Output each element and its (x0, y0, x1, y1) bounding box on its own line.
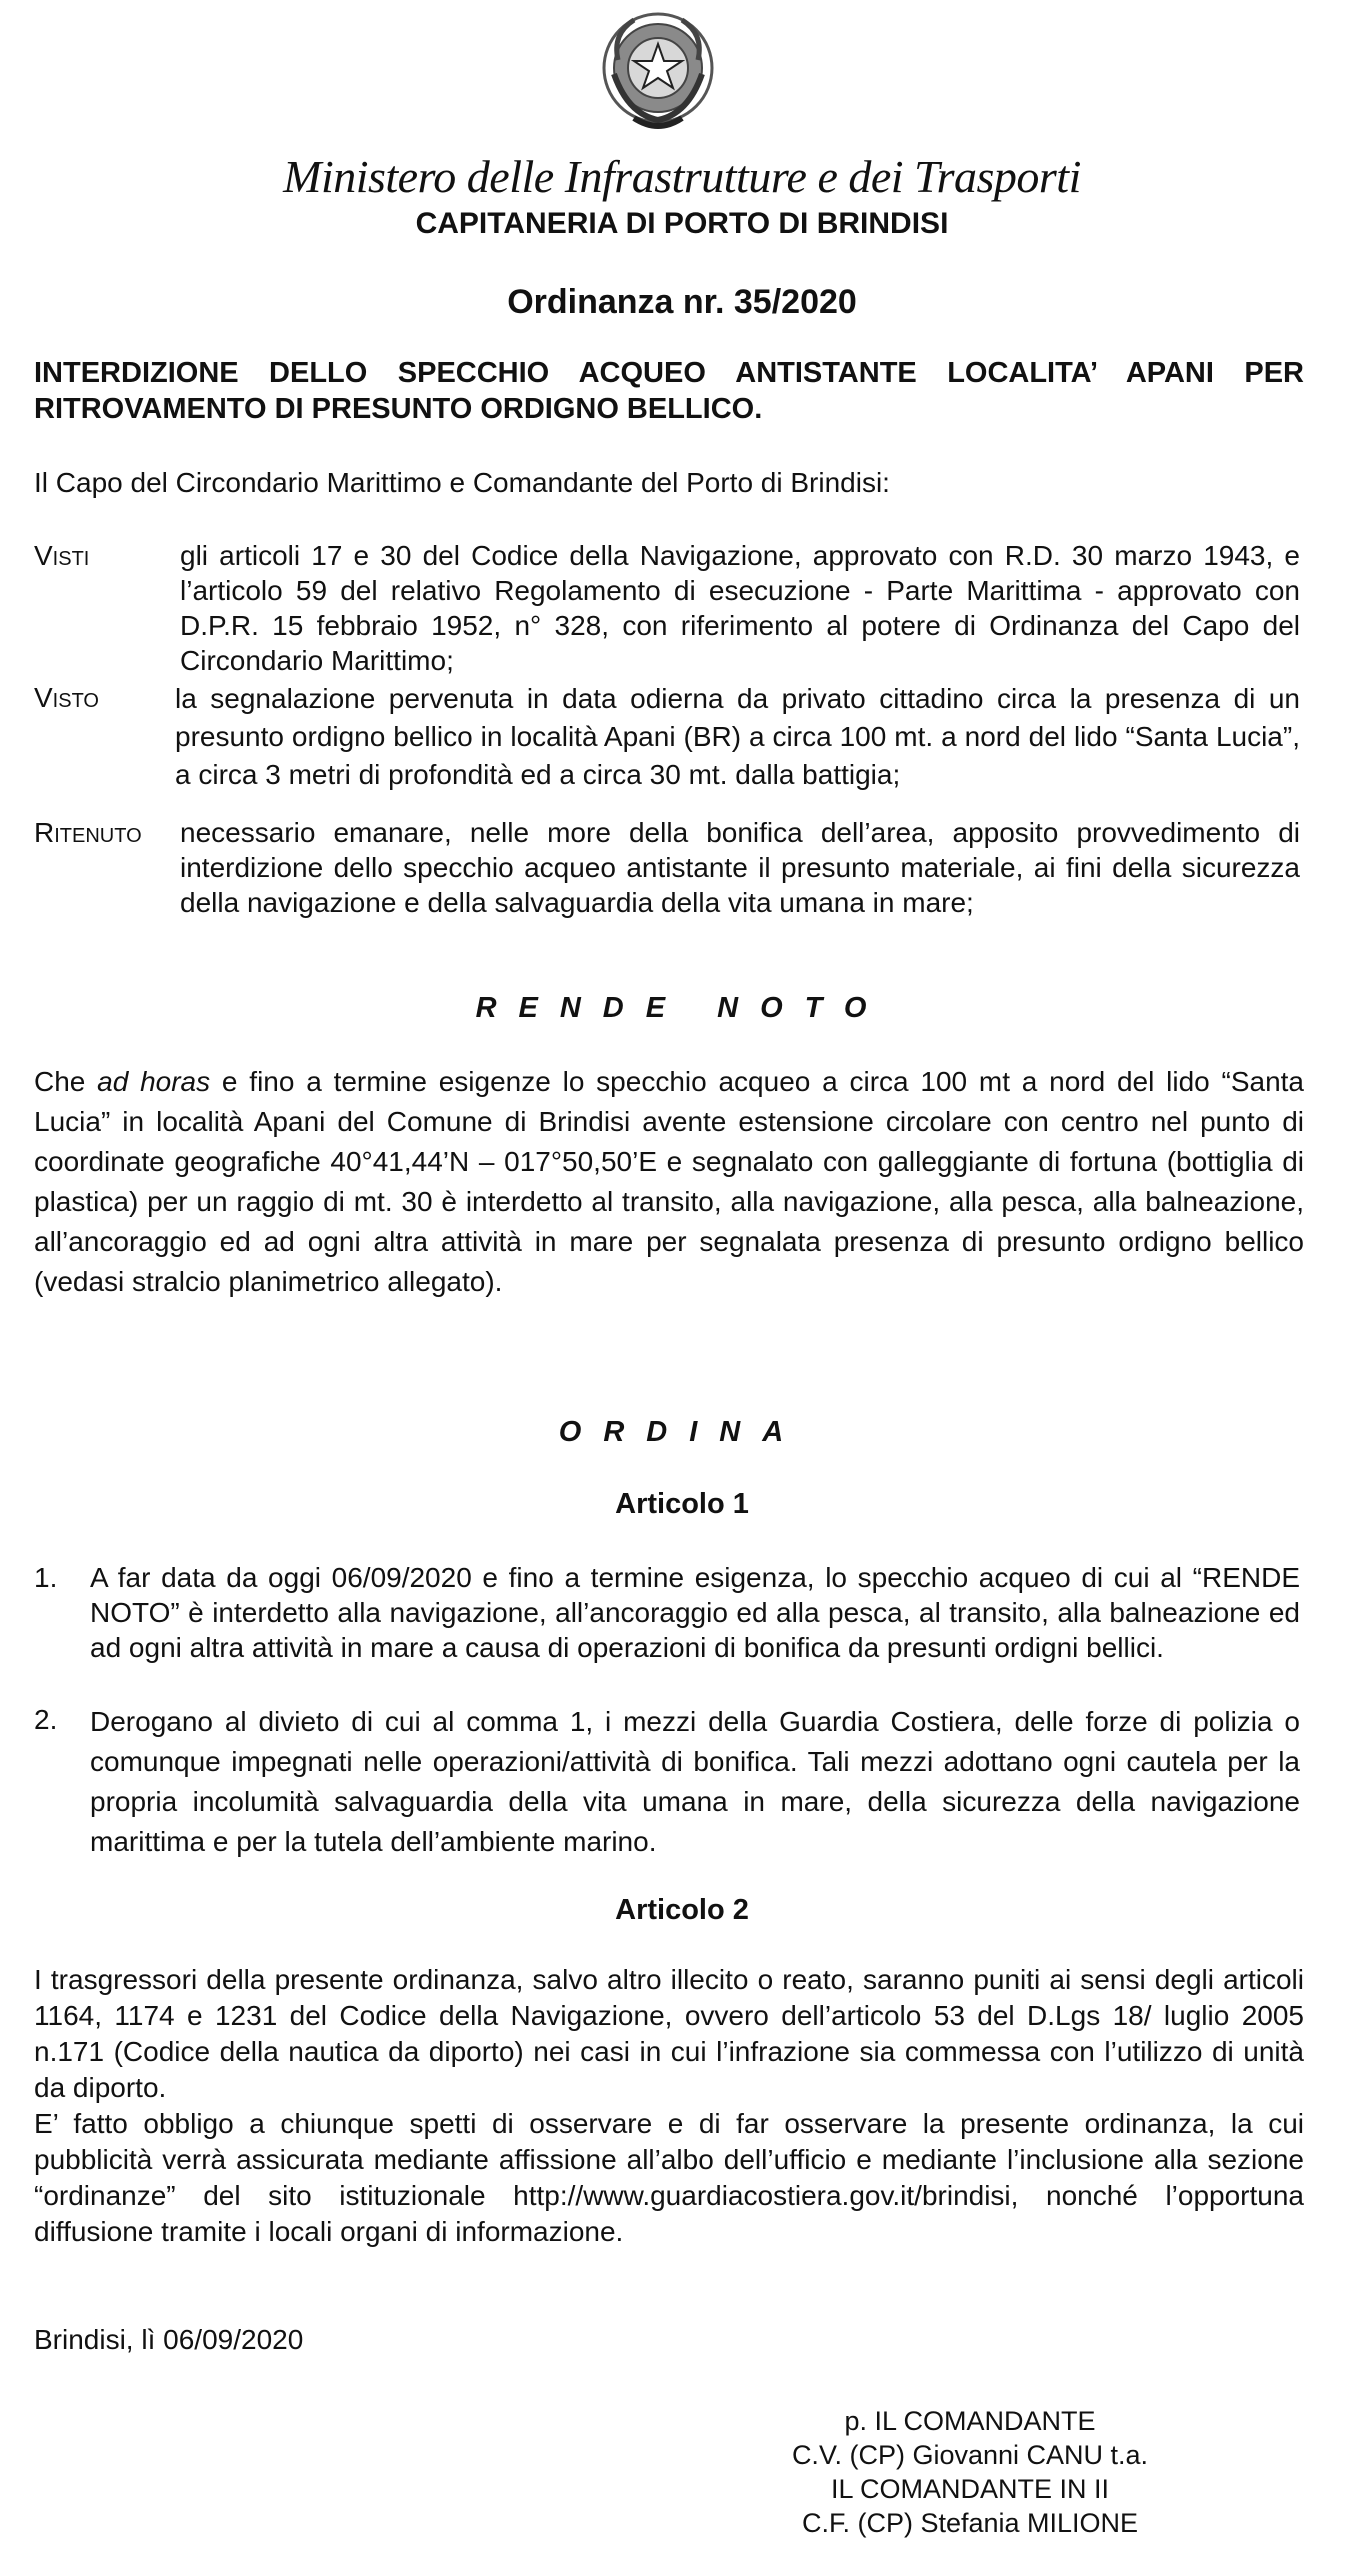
ministry-name: Ministero delle Infrastrutture e dei Trasporti (283, 151, 1081, 202)
signature-line-3: IL COMANDANTE IN II (830, 2474, 1110, 2504)
list-item: A far data da oggi 06/09/2020 e fino a termine esigenza, lo specchio acqueo di cui al “RENDE NOTO” è interdetto alla navigazione, all’ancoraggio ed alla pesca, al transito, alla balneazione ed ad ogni altra attività in mare a causa di operazioni di bonifica da presunti ordigni bellici. (90, 1562, 1300, 1663)
premise-text-ritenuto: necessario emanare, nelle more della bonifica dell’area, apposito provvedimento di interdizione dello specchio acqueo antistante il presunto materiale, ai fini della sicurezza della navigazione e della salvaguardia della vita umana in mare; (180, 817, 1300, 918)
rende-noto-text: Che ad horas e fino a termine esigenze lo specchio acqueo a circa 100 mt a nord del lido “Santa Lucia” in località Apani del Comune di Brindisi avente estensione circolare con centro nel punto di coordinate geografiche 40°41,44’N – 017°50,50’E e segnalato con galleggiante di fortuna (bottiglia di plastica) per un raggio di mt. 30 è interdetto al transito, alla navigazione, alla pesca, alla balneazione, all’ancoraggio ed ad ogni altra attività in mare per segnalata presenza di presunto ordigno bellico (vedasi stralcio planimetrico allegato). (34, 1066, 1304, 1297)
list-item-number: 2. (34, 1704, 58, 1735)
ordinance-intro: Il Capo del Circondario Marittimo e Comandante del Porto di Brindisi: (34, 467, 890, 498)
premise-label-visto: Visto (34, 682, 99, 713)
ordinance-title: Ordinanza nr. 35/2020 (507, 283, 857, 321)
premise-text-visto: la segnalazione pervenuta in data odierna da privato cittadino circa la presenza di un presunto ordigno bellico in località Apani (BR) a circa 100 mt. a nord del lido “Santa Lucia”, a circa 3 metri di profondità ed a circa 30 mt. dalla battigia; (175, 683, 1300, 790)
articolo-2-paragraph-1: I trasgressori della presente ordinanza, salvo altro illecito o reato, saranno puniti ai sensi degli articoli 1164, 1174 e 1231 del Codice della Navigazione, ovvero dell’articolo 53 del D.Lgs 18/ luglio 2005 n.171 (Codice della nautica da diporto) nei casi in cui l’infrazione sia commessa con l’utilizzo di unità da diporto. (34, 1964, 1304, 2103)
rende-noto-heading: RENDE NOTO (475, 992, 889, 1024)
list-item-number: 1. (34, 1562, 58, 1593)
signature-line-2: C.V. (CP) Giovanni CANU t.a. (791, 2440, 1149, 2470)
premise-label-ritenuto: Ritenuto (34, 817, 142, 848)
ordinance-subject: INTERDIZIONE DELLO SPECCHIO ACQUEO ANTISTANTE LOCALITA’ APANI PER RITROVAMENTO DI PRESUNTO ORDIGNO BELLICO. (34, 357, 1304, 425)
articolo-1-title: Articolo 1 (615, 1488, 749, 1520)
office-name: CAPITANERIA DI PORTO DI BRINDISI (415, 207, 949, 240)
articolo-2-title: Articolo 2 (615, 1894, 749, 1926)
premise-text-visti: gli articoli 17 e 30 del Codice della Navigazione, approvato con R.D. 30 marzo 1943, e l’articolo 59 del relativo Regolamento di esecuzione - Parte Marittima - approvato con D.P.R. 15 febbraio 1952, n° 328, con riferimento al potere di Ordinanza del Capo del Circondario Marittimo; (180, 540, 1300, 676)
place-date: Brindisi, lì 06/09/2020 (34, 2324, 304, 2355)
premise-label-visti: Visti (34, 540, 90, 571)
ordina-heading: ORDINA (558, 1416, 806, 1448)
signature-line-4: C.F. (CP) Stefania MILIONE (801, 2508, 1139, 2538)
italian-republic-emblem-icon (598, 4, 718, 136)
list-item: Derogano al divieto di cui al comma 1, i mezzi della Guardia Costiera, delle forze di polizia o comunque impegnati nelle operazioni/attività di bonifica. Tali mezzi adottano ogni cautela per la propria incolumità salvaguardia della vita umana in mare, della sicurezza della navigazione marittima e per la tutela dell’ambiente marino. (90, 1706, 1300, 1857)
signature-line-1: p. IL COMANDANTE (844, 2406, 1096, 2436)
articolo-2-paragraph-2: E’ fatto obbligo a chiunque spetti di osservare e di far osservare la presente ordinanza, la cui pubblicità verrà assicurata mediante affissione all’albo dell’ufficio e mediante l’inclusione alla sezione “ordinanze” del sito istituzionale http://www.guardiacostiera.gov.it/brindisi, nonché l’opportuna diffusione tramite i locali organi di informazione. (34, 2108, 1304, 2247)
